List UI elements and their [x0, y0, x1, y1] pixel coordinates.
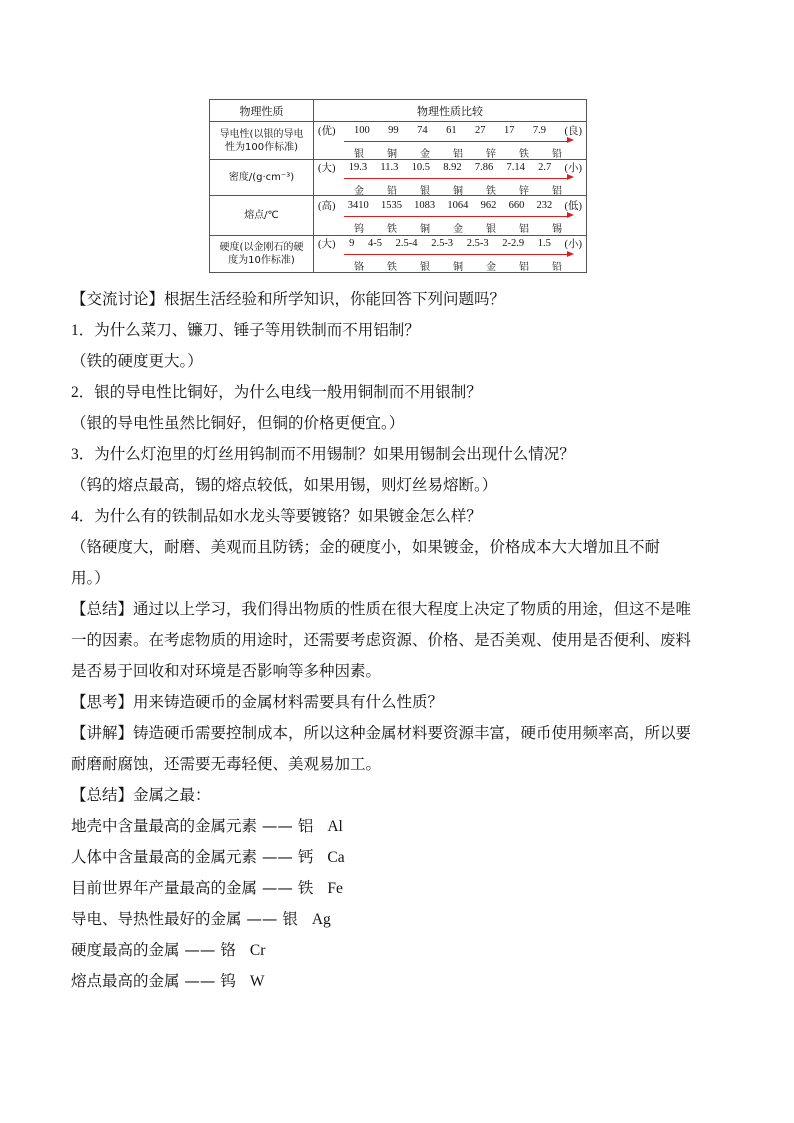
property-name	[210, 196, 314, 236]
metal-name: 锌	[486, 148, 496, 160]
metal-value: 74	[417, 124, 428, 136]
metal-value: 232	[536, 199, 553, 211]
metal-name: 铜	[453, 185, 463, 197]
summary-1-line: 是否易于回收和对环境是否影响等多种因素。	[71, 662, 382, 680]
summary-1-line: 【总结】通过以上学习，我们得出物质的性质在很大程度上决定了物质的用途，但这不是唯	[71, 600, 692, 618]
metal-order	[314, 220, 586, 235]
metal-value: 61	[446, 124, 457, 136]
metal-value: 1.5	[537, 238, 551, 249]
value-order	[314, 198, 586, 213]
comparison-cell	[314, 122, 587, 160]
answer-2: （银的导电性虽然比铜好，但铜的价格更便宜。）	[71, 414, 405, 432]
summary-1-line: 一的因素。在考虑物质的用途时，还需要考虑资源、价格、是否美观、使用是否便利、废料	[71, 631, 692, 649]
summary-2-heading: 【总结】金属之最：	[71, 786, 211, 804]
scale-end: (小)	[564, 239, 582, 250]
property-name-line: 硬度(以金刚石的硬	[219, 242, 304, 253]
scale-start: (大)	[318, 162, 336, 174]
metal-name: 铅	[552, 262, 562, 273]
metal-value: 11.3	[380, 161, 399, 173]
red-arrow	[344, 216, 568, 217]
fact-text: 熔点最高的金属 —— 钨	[71, 972, 236, 990]
element-symbol: Cr	[249, 942, 266, 959]
scale-start: (高)	[318, 200, 336, 212]
metal-value: 7.9	[532, 124, 547, 136]
header-comparison: 物理性质比较	[314, 100, 587, 122]
metal-name: 铝	[519, 223, 529, 235]
metal-name: 锡	[552, 223, 562, 235]
metal-name: 铜	[387, 148, 397, 160]
metal-name: 铁	[387, 262, 397, 273]
scale-start: (优)	[318, 125, 336, 137]
explain-line: 【讲解】铸造硬币需要控制成本，所以这种金属材料要资源丰富，硬币使用频率高，所以要	[71, 724, 692, 742]
property-name-line: 熔点/℃	[244, 210, 279, 221]
metal-name: 铬	[354, 262, 364, 273]
metal-name: 银	[420, 185, 430, 197]
scale-end: (小)	[564, 162, 582, 174]
metal-name: 金	[354, 185, 364, 197]
metal-name: 铜	[453, 262, 463, 273]
question-2: 2．银的导电性比铜好，为什么电线一般用铜制而不用银制？	[71, 384, 482, 401]
metal-value: 1083	[414, 199, 436, 211]
metal-value: 2.5-3	[466, 238, 489, 249]
comparison-cell	[314, 196, 587, 236]
table-row	[210, 236, 587, 273]
metal-name: 金	[453, 223, 463, 235]
metal-order	[314, 182, 586, 197]
element-symbol: Ca	[327, 849, 345, 866]
element-symbol: Ag	[311, 911, 331, 928]
fact-text: 目前世界年产量最高的金属 —— 铁	[71, 879, 314, 897]
answer-4-line: （铬硬度大，耐磨、美观而且防锈；金的硬度小，如果镀金，价格成本大大增加且不耐	[71, 538, 661, 556]
red-arrow	[344, 254, 568, 255]
answer-3: （钨的熔点最高，锡的熔点较低，如果用锡，则灯丝易熔断。）	[71, 476, 498, 494]
header-property: 物理性质	[210, 100, 314, 122]
metal-fact	[71, 811, 731, 842]
metal-name: 金	[420, 148, 430, 160]
property-name	[210, 160, 314, 196]
lesson-text	[71, 284, 731, 997]
metal-value: 8.92	[443, 161, 462, 173]
value-order	[314, 160, 586, 175]
fact-text: 人体中含量最高的金属元素 —— 钙	[71, 848, 314, 866]
metal-name: 铅	[552, 148, 562, 160]
property-name	[210, 236, 314, 273]
element-symbol: Fe	[327, 880, 343, 897]
metal-value: 7.14	[506, 161, 525, 173]
scale-end: (良)	[564, 125, 582, 137]
metal-value: 7.86	[474, 161, 494, 173]
comparison-cell	[314, 236, 587, 273]
metal-value: 660	[508, 199, 525, 211]
question-4: 4．为什么有的铁制品如水龙头等要镀铬？如果镀金怎么样？	[71, 508, 482, 525]
element-symbol: Al	[327, 818, 343, 835]
explain-line: 耐磨耐腐蚀，还需要无毒轻便、美观易加工。	[71, 755, 382, 773]
metal-value: 3410	[347, 199, 369, 211]
question-3: 3．为什么灯泡里的灯丝用钨制而不用锡制？如果用锡制会出现什么情况？	[71, 446, 575, 463]
metal-name: 铝	[453, 148, 463, 160]
metal-value: 962	[480, 199, 497, 211]
metal-name: 锌	[519, 185, 529, 197]
metal-name: 铅	[387, 185, 397, 197]
metal-value: 2.5-3	[431, 238, 454, 249]
metal-name: 铝	[552, 185, 562, 197]
metal-name: 银	[486, 223, 496, 235]
property-name-line: 度为10作标准)	[228, 255, 295, 266]
think-question: 【思考】用来铸造硬币的金属材料需要具有什么性质？	[71, 693, 444, 711]
metal-value: 4-5	[368, 238, 383, 249]
metal-value: 10.5	[411, 161, 430, 173]
fact-text: 导电、导热性最好的金属 —— 银	[71, 910, 298, 928]
property-name	[210, 122, 314, 160]
metal-fact	[71, 873, 731, 904]
metal-fact	[71, 935, 731, 966]
answer-4-line: 用。）	[71, 569, 110, 587]
metal-name: 铁	[519, 148, 529, 160]
metal-name: 银	[420, 262, 430, 273]
table-row	[210, 196, 587, 236]
metal-value: 2.5-4	[395, 238, 418, 249]
metal-fact	[71, 966, 731, 997]
metal-value: 9	[349, 238, 355, 249]
metal-fact	[71, 904, 731, 935]
discussion-intro: 【交流讨论】根据生活经验和所学知识，你能回答下列问题吗？	[71, 290, 506, 308]
table-row	[210, 160, 587, 196]
metal-name: 铝	[519, 262, 529, 273]
metal-value: 2.7	[538, 161, 552, 173]
metal-value: 17	[503, 124, 515, 136]
comparison-cell	[314, 160, 587, 196]
question-1: 1．为什么菜刀、镰刀、锤子等用铁制而不用铝制？	[71, 322, 420, 339]
metal-value: 99	[388, 124, 399, 136]
scale-start: (大)	[318, 239, 336, 250]
metal-value: 2-2.9	[502, 238, 525, 249]
metal-name: 银	[354, 148, 364, 160]
property-name-line: 导电性(以银的导电	[219, 128, 304, 140]
metal-order	[314, 145, 586, 160]
metal-name: 金	[486, 262, 496, 273]
metal-value: 1535	[380, 199, 402, 211]
metal-value: 100	[353, 124, 370, 136]
fact-text: 地壳中含量最高的金属元素 —— 铝	[71, 817, 314, 835]
metal-name: 钨	[354, 223, 364, 235]
metal-name: 铁	[387, 223, 397, 235]
metal-value: 27	[475, 124, 486, 136]
metal-fact	[71, 842, 731, 873]
metal-order	[314, 258, 586, 273]
scale-end: (低)	[564, 200, 582, 212]
value-order	[314, 236, 586, 251]
physical-properties-table	[209, 99, 587, 273]
fact-text: 硬度最高的金属 —— 铬	[71, 941, 236, 959]
metal-value: 1064	[447, 199, 469, 211]
table-row	[210, 122, 587, 160]
metal-name: 铁	[486, 185, 496, 197]
element-symbol: W	[249, 973, 265, 990]
red-arrow	[344, 141, 568, 142]
red-arrow	[344, 178, 568, 179]
table-header-row	[210, 100, 587, 122]
answer-1: （铁的硬度更大。）	[71, 352, 203, 370]
metal-value: 19.3	[348, 161, 368, 173]
metal-name: 铜	[420, 223, 430, 235]
value-order	[314, 123, 586, 138]
property-name-line: 性为100作标准)	[225, 141, 298, 153]
property-name-line: 密度/(g·cm⁻³)	[228, 172, 295, 183]
